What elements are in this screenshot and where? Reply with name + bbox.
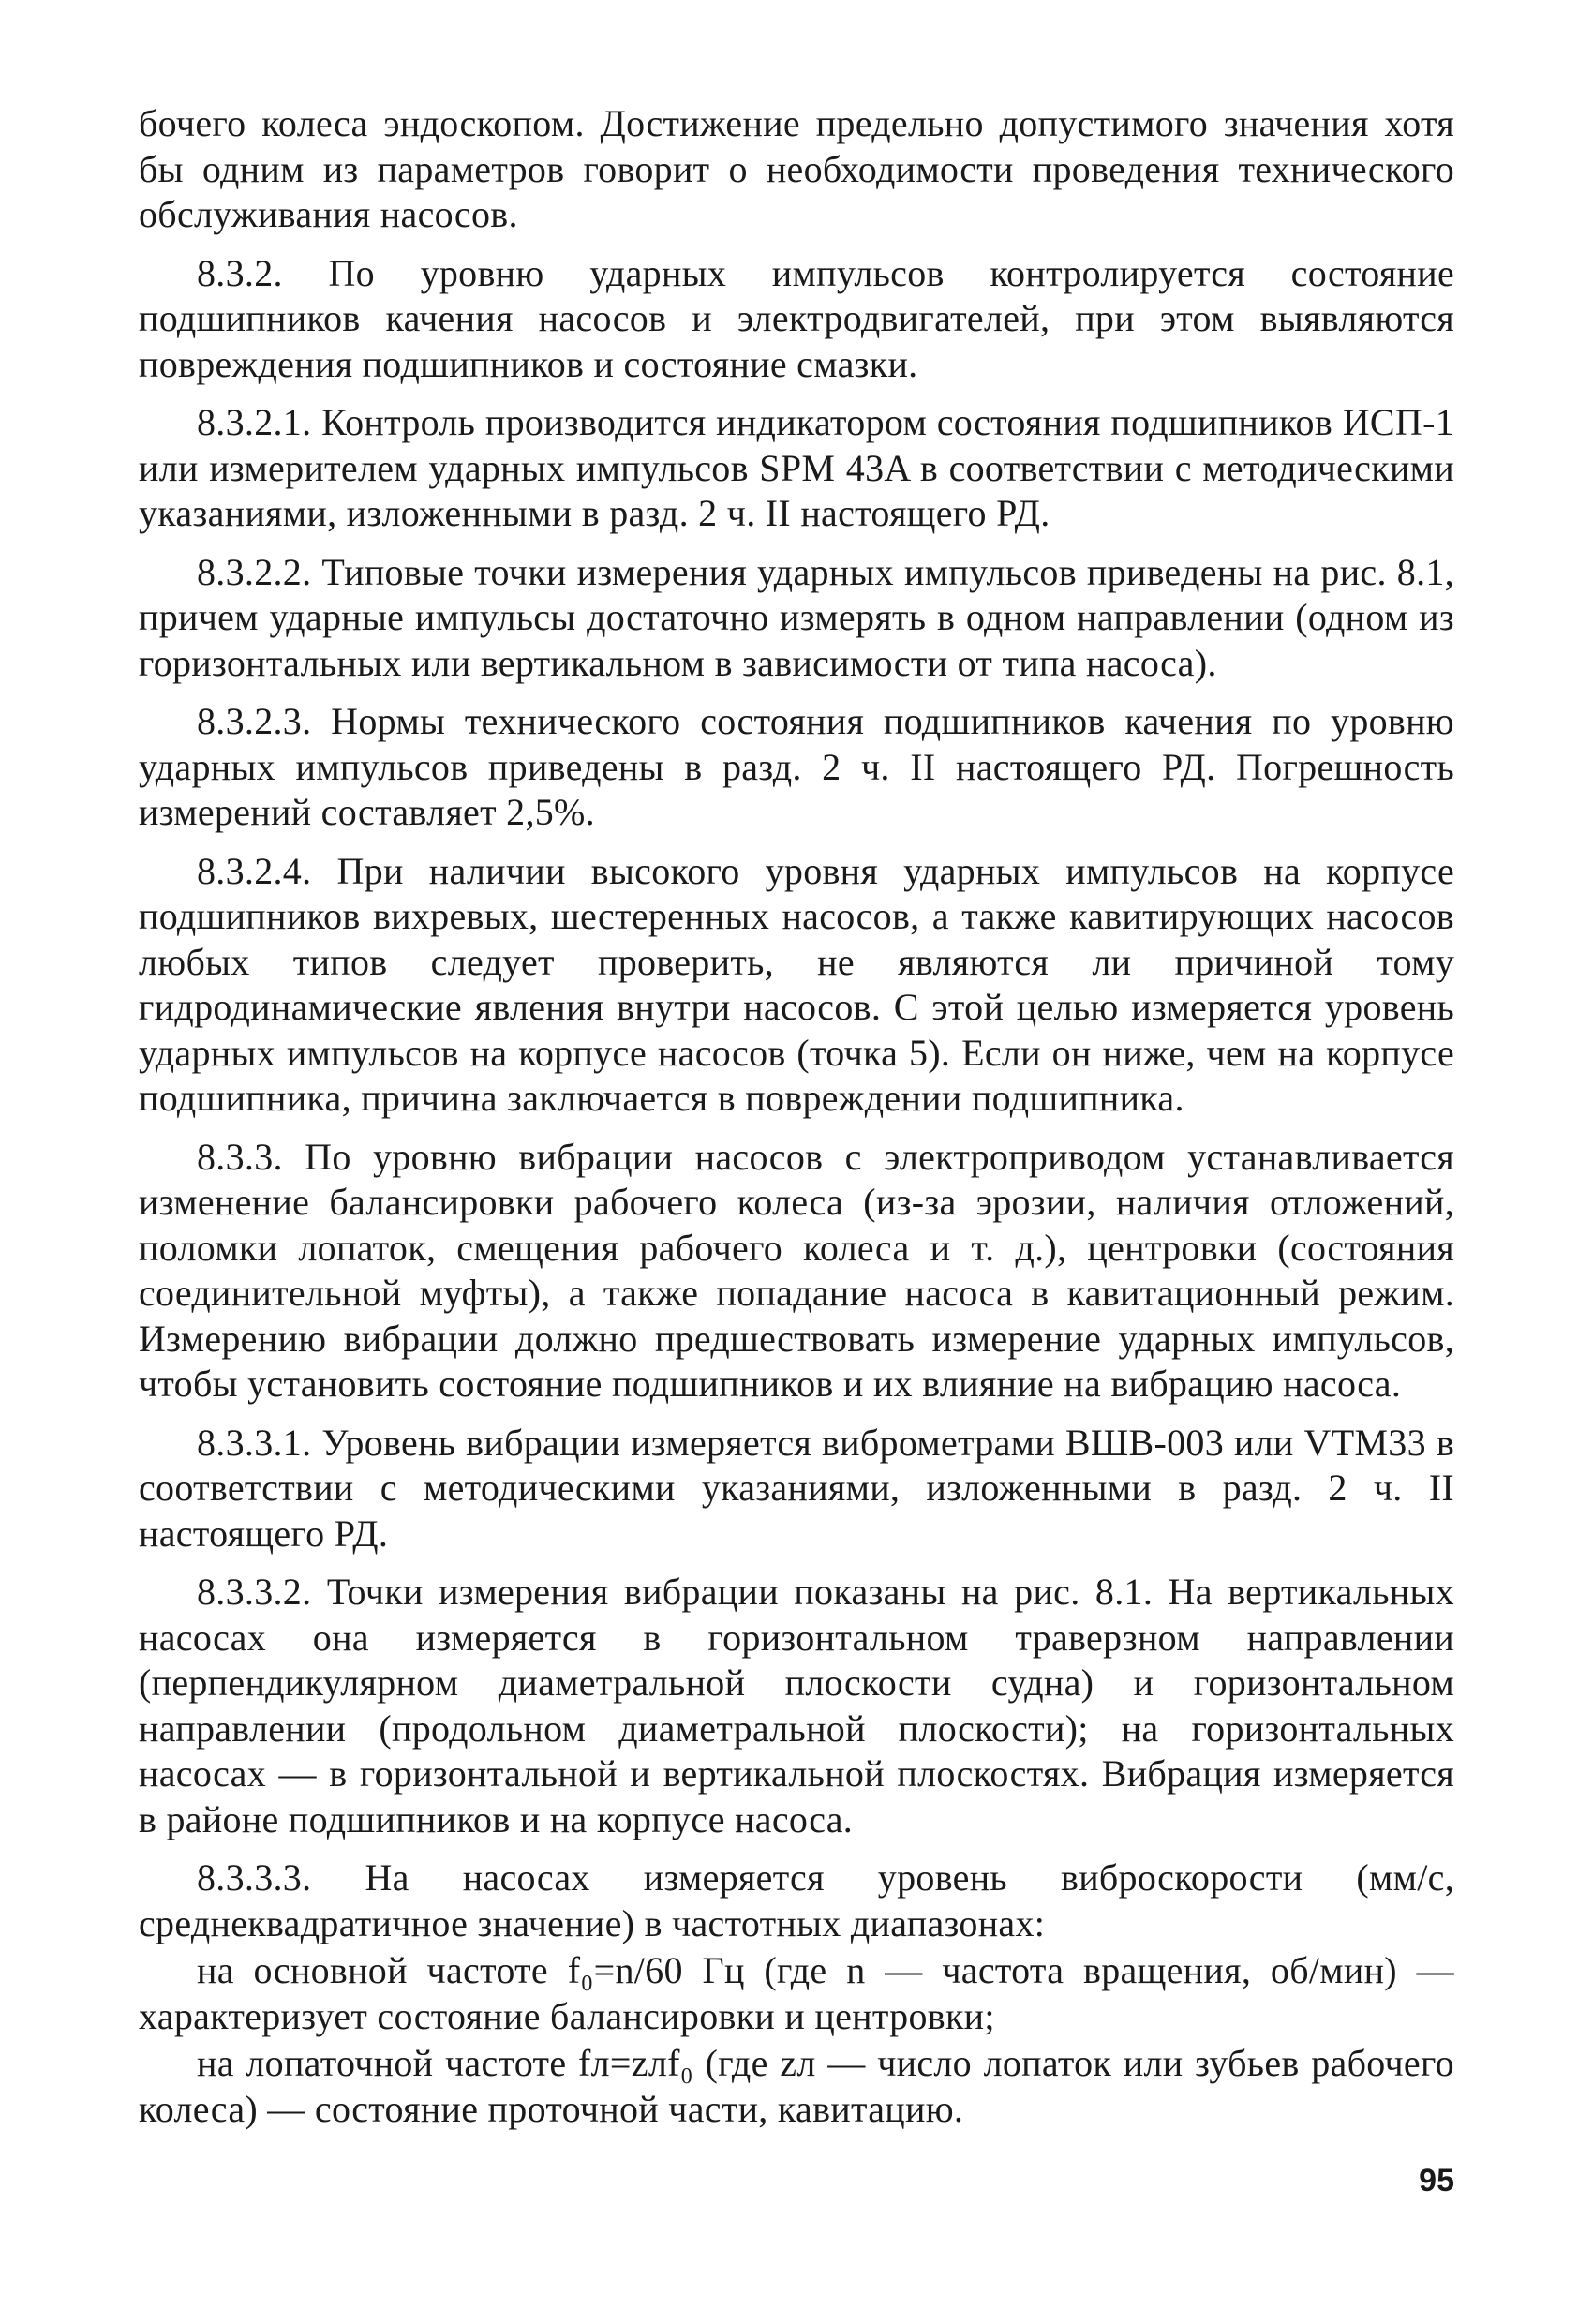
paragraph-8-3-3: 8.3.3. По уровню вибрации насосов с электроприводом устанавливается изменение балансировки рабочего колеса (из-за эрозии, наличия отложений, поломки лопаток, смещения рабочего колеса и т. д.), центровки (состояния соединительной муфты), а также попадание насоса в кавитационный режим. Измерению вибрации должно предшествовать измерение ударных импульсов, чтобы установить состояние подшипников и их влияние на вибрацию насоса. [139, 1135, 1454, 1405]
paragraph-8-3-3-1: 8.3.3.1. Уровень вибрации измеряется виброметрами ВШВ-003 или VTM33 в соответствии с методическими указаниями, изложенными в разд. 2 ч. II настоящего РД. [139, 1421, 1454, 1555]
paragraph-continuation: бочего колеса эндоскопом. Достижение предельно допустимого значения хотя бы одним из параметров говорит о необходимости проведения технического обслуживания насосов. [139, 102, 1454, 235]
paragraph-8-3-3-3: 8.3.3.3. На насосах измеряется уровень виброскорости (мм/с, среднеквадратичное значение) в частотных диапазонах: [139, 1856, 1454, 1944]
paragraph-8-3-2-1: 8.3.2.1. Контроль производится индикатором состояния подшипников ИСП-1 или измерителем ударных импульсов SPM 43A в соответствии с методическими указаниями, изложенными в разд. 2 ч. II настоящего РД. [139, 401, 1454, 534]
paragraph-8-3-2-4: 8.3.2.4. При наличии высокого уровня ударных импульсов на корпусе подшипников вихревых, шестеренных насосов, а также кавитирующих насосов любых типов следует проверить, не являются ли причиной тому гидродинамические явления внутри насосов. С этой целью измеряется уровень ударных импульсов на корпусе насосов (точка 5). Если он ниже, чем на корпусе подшипника, причина заключается в повреждении подшипника. [139, 849, 1454, 1119]
paragraph-base-frequency: на основной частоте f₀=n/60 Гц (где n — частота вращения, об/мин) — характеризует состояние балансировки и центровки; [139, 1949, 1454, 2037]
paragraph-8-3-3-2: 8.3.3.2. Точки измерения вибрации показаны на рис. 8.1. На вертикальных насосах она измеряется в горизонтальном траверзном направлении (перпендикулярном диаметральной плоскости судна) и горизонтальном направлении (продольном диаметральной плоскости); на горизонтальных насосах — в горизонтальной и вертикальной плоскостях. Вибрация измеряется в районе подшипников и на корпусе насоса. [139, 1571, 1454, 1840]
page-body [139, 101, 1454, 2145]
paragraph-8-3-2: 8.3.2. По уровню ударных импульсов контролируется состояние подшипников качения насосов и электродвигателей, при этом выявляются повреждения подшипников и состояние смазки. [139, 251, 1454, 385]
paragraph-blade-frequency: на лопаточной частоте fл=zлf₀ (где zл — число лопаток или зубьев рабочего колеса) — состояние проточной части, кавитацию. [139, 2042, 1454, 2130]
paragraph-8-3-2-2: 8.3.2.2. Типовые точки измерения ударных импульсов приведены на рис. 8.1, причем ударные импульсы достаточно измерять в одном направлении (одном из горизонтальных или вертикальном в зависимости от типа насоса). [139, 550, 1454, 684]
paragraph-8-3-2-3: 8.3.2.3. Нормы технического состояния подшипников качения по уровню ударных импульсов приведены в разд. 2 ч. II настоящего РД. Погрешность измерений составляет 2,5%. [139, 700, 1454, 833]
page-number: 95 [1419, 2163, 1454, 2198]
